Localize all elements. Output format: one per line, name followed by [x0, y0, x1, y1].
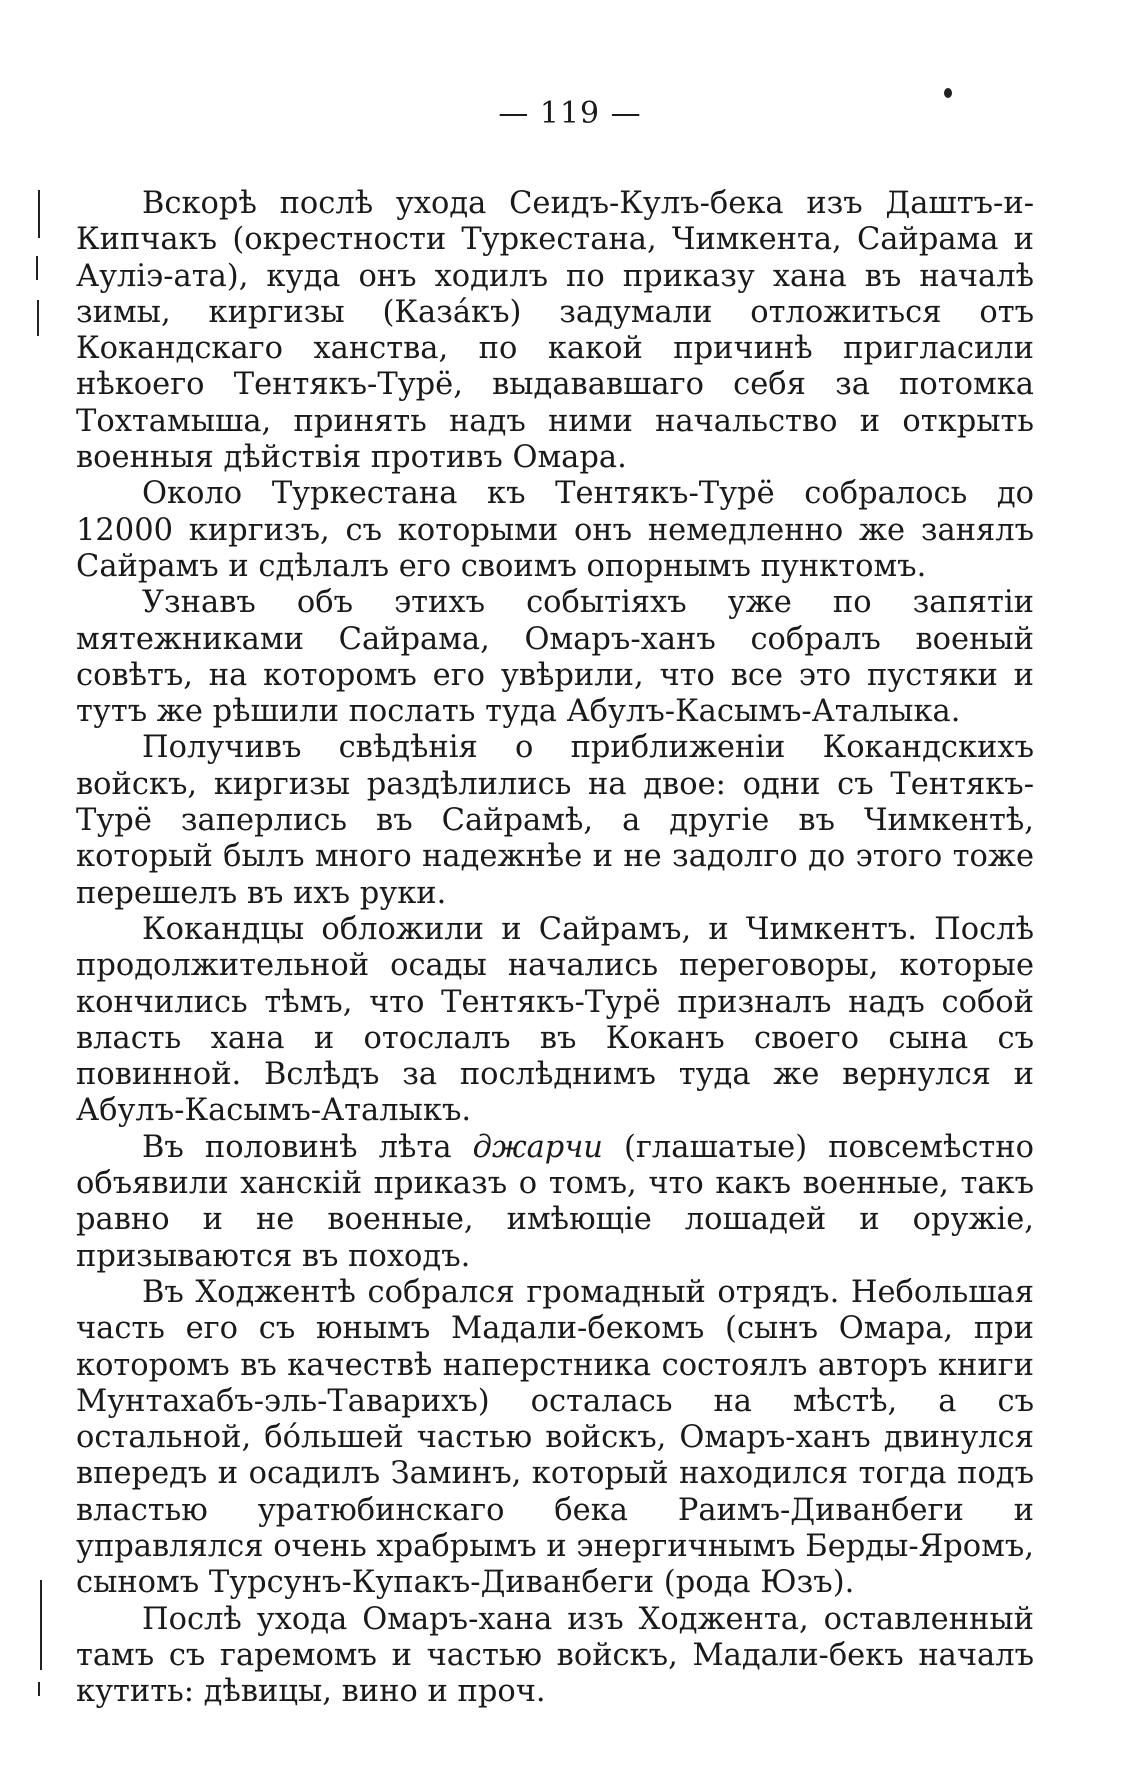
paragraph: Кокандцы обложили и Сайрамъ, и Чимкентъ. Послѣ продолжительной осады начались переговоры, которые кончились тѣмъ, что Тентякъ-Турё призналъ надъ собой власть хана и отослалъ въ Коканъ своего сына съ повинной. Вслѣдъ за послѣднимъ туда же вернулся и Абулъ-Касымъ-Аталыкъ.	[76, 911, 1034, 1129]
body-text	[76, 186, 1034, 1710]
paragraph: Получивъ свѣдѣнія о приближеніи Кокандскихъ войскъ, киргизы раздѣлились на двое: одни съ Тентякъ-Турё заперлись въ Сайрамѣ, а другіе въ Чимкентѣ, который былъ много надежнѣе и не задолго до этого тоже перешелъ въ ихъ руки.	[76, 730, 1034, 911]
paragraph: Послѣ ухода Омаръ-хана изъ Ходжента, оставленный тамъ съ гаремомъ и частью войскъ, Мадали-бекъ началъ кутить: дѣвицы, вино и проч.	[76, 1601, 1034, 1710]
paragraph: Вскорѣ послѣ ухода Сеидъ-Кулъ-бека изъ Даштъ-и-Кипчакъ (окрестности Туркестана, Чимкента, Сайрама и Ауліэ-ата), куда онъ ходилъ по приказу хана въ началѣ зимы, киргизы (Казáкъ) задумали отложиться отъ Кокандскаго ханства, по какой причинѣ пригласили нѣкоего Тентякъ-Турё, выдававшаго себя за потомка Тохтамыша, принять надъ ними начальство и открыть военныя дѣйствія противъ Омара.	[76, 186, 1034, 476]
paragraph: Въ Ходжентѣ собрался громадный отрядъ. Небольшая часть его съ юнымъ Мадали-бекомъ (сынъ Омара, при которомъ въ качествѣ наперстника состоялъ авторъ книги Мунтахабъ-эль-Таварихъ) осталась на мѣстѣ, а съ остальной, бо́льшей частью войскъ, Омаръ-ханъ двинулся впередъ и осадилъ Заминъ, который находился тогда подъ властью уратюбинскаго бека Раимъ-Диванбеги и управлялся очень храбрымъ и энергичнымъ Берды-Яромъ, сыномъ Турсунъ-Купакъ-Диванбеги (рода Юзъ).	[76, 1274, 1034, 1601]
paragraph-text: Въ половинѣ лѣта	[142, 1129, 473, 1165]
italic-term: джарчи	[472, 1129, 603, 1165]
scan-mark	[944, 88, 952, 98]
scan-mark	[38, 190, 40, 238]
paragraph-text: (глашатые) повсемѣстно объявили ханскій приказъ о томъ, что какъ военные, такъ равно и не военные, имѣющіе лошадей и оружіе, призываются въ походъ.	[76, 1129, 1034, 1274]
paragraph	[76, 1130, 1034, 1275]
page-number: — 119 —	[498, 96, 642, 131]
paragraph: Около Туркестана къ Тентякъ-Турё собралось до 12000 киргизъ, съ которыми онъ немедленно же занялъ Сайрамъ и сдѣлалъ его своимъ опорнымъ пунктомъ.	[76, 476, 1034, 584]
scan-mark	[38, 1682, 40, 1696]
paragraph: Узнавъ объ этихъ событіяхъ уже по запятіи мятежниками Сайрама, Омаръ-ханъ собралъ военый совѣтъ, на которомъ его увѣрили, что все это пустяки и тутъ же рѣшили послать туда Абулъ-Касымъ-Аталыка.	[76, 585, 1034, 730]
scan-mark	[40, 1580, 42, 1670]
scan-mark	[37, 300, 39, 336]
scan-mark	[36, 256, 38, 280]
